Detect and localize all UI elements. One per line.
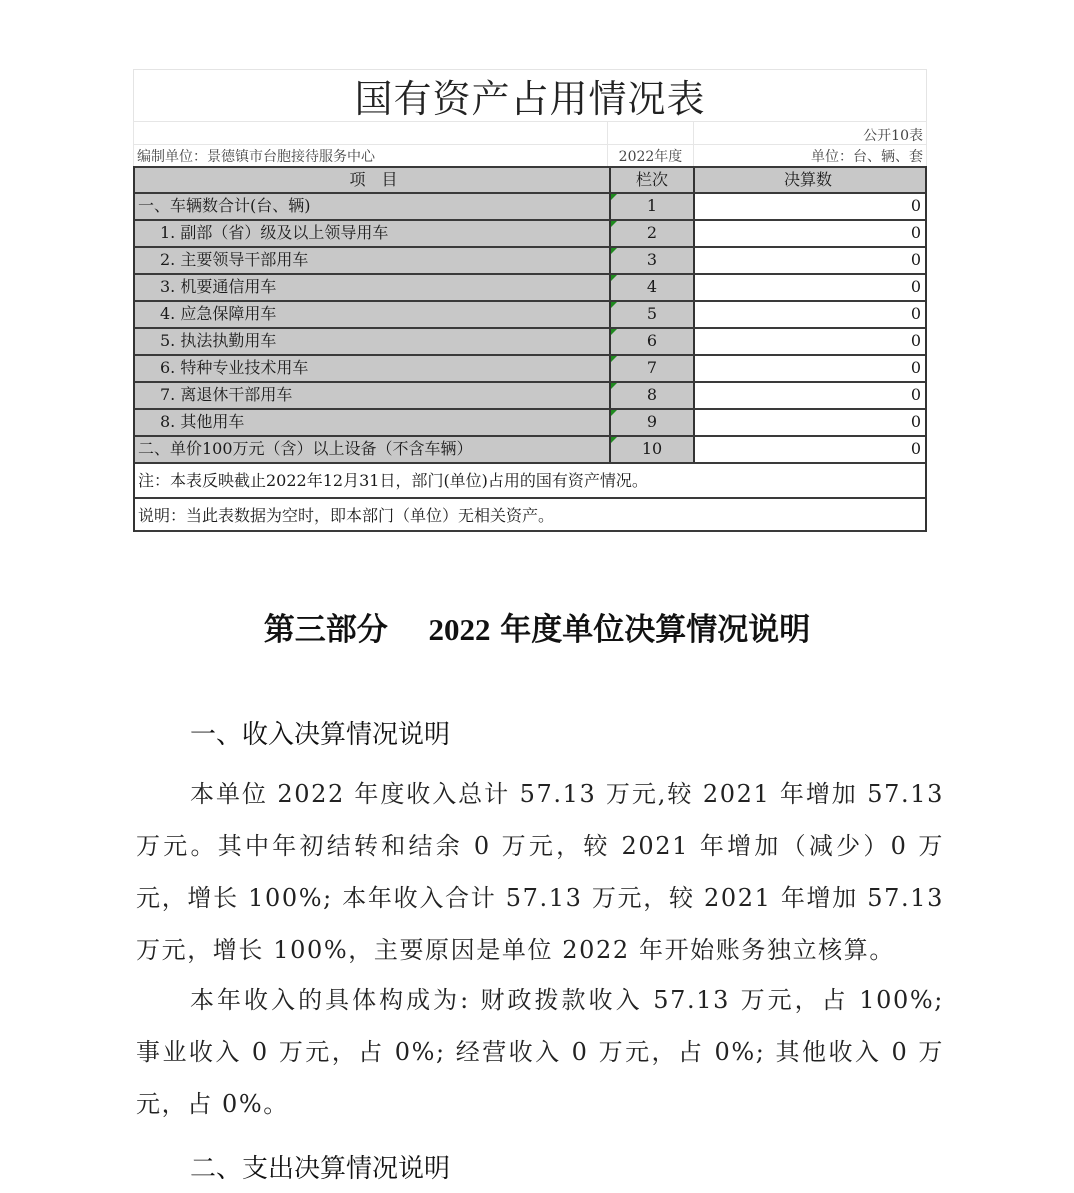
section-title: 第三部分 2022 年度单位决算情况说明 <box>263 612 811 647</box>
row-item: 7. 离退休干部用车 <box>135 383 609 408</box>
income-paragraph-1: 本单位 2022 年度收入总计 57.13 万元,较 2021 年增加 57.13 万元。其中年初结转和结余 0 万元，较 2021 年增加（减少）0 万元，增长 100%; 本年收入合计 57.13 万元，较 2021 年增加 57.13 万元，增长 100%，主要原因是单位 2022 年开始账务独立核算。 <box>136 780 944 964</box>
table-row <box>135 408 925 435</box>
header-item: 项 目 <box>135 168 609 192</box>
row-col-text: 6 <box>646 331 658 350</box>
row-col-text: 7 <box>646 358 658 377</box>
row-value: 0 <box>695 275 925 300</box>
row-col-text: 8 <box>646 385 658 404</box>
row-item: 3. 机要通信用车 <box>135 275 609 300</box>
row-value: 0 <box>695 437 925 462</box>
cell-flag-icon <box>611 437 617 443</box>
row-col-number <box>609 221 695 246</box>
row-item: 5. 执法执勤用车 <box>135 329 609 354</box>
row-value: 0 <box>695 356 925 381</box>
table-explanation: 说明：当此表数据为空时，即本部门（单位）无相关资产。 <box>135 497 925 532</box>
table-row <box>135 219 925 246</box>
cell-flag-icon <box>611 275 617 281</box>
table-row <box>135 354 925 381</box>
row-col-text: 2 <box>646 223 658 242</box>
row-value: 0 <box>695 383 925 408</box>
cell-flag-icon <box>611 221 617 227</box>
row-value: 0 <box>695 329 925 354</box>
table-info-row <box>133 144 927 166</box>
row-item: 1. 副部（省）级及以上领导用车 <box>135 221 609 246</box>
table-row <box>135 435 925 462</box>
row-col-text: 3 <box>646 250 658 269</box>
row-item: 6. 特种专业技术用车 <box>135 356 609 381</box>
income-paragraph-2: 本年收入的具体构成为: 财政拨款收入 57.13 万元，占 100%; 事业收入 0 万元，占 0%; 经营收入 0 万元，占 0%; 其他收入 0 万元，占 0%。 <box>136 986 944 1118</box>
row-item: 二、单价100万元（含）以上设备（不含车辆） <box>135 437 609 462</box>
row-value: 0 <box>695 221 925 246</box>
row-item: 4. 应急保障用车 <box>135 302 609 327</box>
row-col-text: 10 <box>641 439 663 458</box>
row-value: 0 <box>695 302 925 327</box>
measure-unit: 单位：台、辆、套 <box>693 144 927 166</box>
cell-flag-icon <box>611 194 617 200</box>
row-col-number <box>609 356 695 381</box>
cell-flag-icon <box>611 383 617 389</box>
row-col-text: 5 <box>646 304 658 323</box>
compiler-unit: 编制单位：景德镇市台胞接待服务中心 <box>133 144 607 166</box>
table-row <box>135 273 925 300</box>
row-col-number <box>609 302 695 327</box>
table-row <box>135 246 925 273</box>
row-value: 0 <box>695 248 925 273</box>
row-value: 0 <box>695 194 925 219</box>
header-value: 决算数 <box>695 168 925 192</box>
table-title: 国有资产占用情况表 <box>133 69 927 121</box>
table-row <box>135 192 925 219</box>
fiscal-year: 2022年度 <box>607 144 693 166</box>
table-row <box>135 300 925 327</box>
cell-flag-icon <box>611 410 617 416</box>
income-heading: 一、收入决算情况说明 <box>190 720 451 750</box>
row-col-number <box>609 194 695 219</box>
row-col-number <box>609 437 695 462</box>
blank-cell <box>607 121 693 144</box>
cell-flag-icon <box>611 302 617 308</box>
row-item: 8. 其他用车 <box>135 410 609 435</box>
row-item: 2. 主要领导干部用车 <box>135 248 609 273</box>
row-col-number <box>609 275 695 300</box>
table-meta-row <box>133 121 927 144</box>
table-row <box>135 327 925 354</box>
table-row <box>135 381 925 408</box>
header-col: 栏次 <box>609 168 695 192</box>
cell-flag-icon <box>611 356 617 362</box>
row-col-number <box>609 383 695 408</box>
row-item: 一、车辆数合计(台、辆) <box>135 194 609 219</box>
cell-flag-icon <box>611 248 617 254</box>
row-value: 0 <box>695 410 925 435</box>
row-col-text: 1 <box>646 196 658 215</box>
row-col-text: 4 <box>646 277 658 296</box>
blank-cell <box>133 121 607 144</box>
asset-table <box>133 69 927 532</box>
table-number: 公开10表 <box>693 121 927 144</box>
row-col-number <box>609 248 695 273</box>
table-note: 注：本表反映截止2022年12月31日，部门(单位)占用的国有资产情况。 <box>135 462 925 497</box>
row-col-number <box>609 410 695 435</box>
cell-flag-icon <box>611 329 617 335</box>
row-col-number <box>609 329 695 354</box>
table-header-row <box>135 166 925 192</box>
table-grid <box>133 166 927 532</box>
row-col-text: 9 <box>646 412 658 431</box>
expense-heading: 二、支出决算情况说明 <box>190 1154 451 1184</box>
